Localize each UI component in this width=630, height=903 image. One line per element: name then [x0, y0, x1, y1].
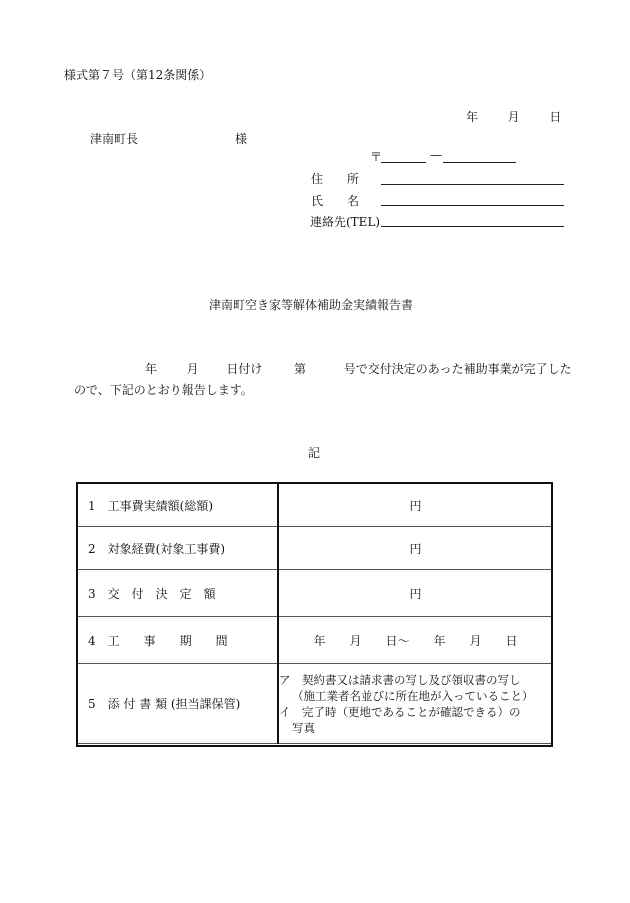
table-row: [78, 527, 553, 570]
body-line-1: [145, 360, 572, 377]
addressee-name: 津南町長: [90, 132, 139, 146]
date-line: [466, 108, 561, 125]
attachment-i-cont: 写真: [292, 720, 315, 735]
contact-field[interactable]: [381, 226, 564, 227]
contact-label: 連絡先(TEL): [310, 215, 381, 229]
table-row: [78, 664, 553, 744]
table-row: [78, 484, 553, 527]
date-year: 年: [466, 110, 479, 124]
body-month: 月: [186, 362, 199, 376]
attachment-a-note: （施工業者名並びに所在地が入っていること）: [292, 688, 534, 703]
body-line-2: ので、下記のとおり報告します。: [74, 383, 253, 397]
row-value-cost-total[interactable]: 円: [278, 484, 553, 527]
postal-code-field-1[interactable]: [381, 162, 426, 163]
row-label-cost-total: 1 工事費実績額(総額): [78, 484, 279, 527]
date-day: 日: [549, 110, 562, 124]
body-year: 年: [145, 362, 158, 376]
address-label: 住 所: [311, 172, 360, 186]
postal-mark: 〒: [370, 150, 383, 164]
row-value-grant-amount[interactable]: 円: [278, 570, 553, 617]
body-rest: 号で交付決定のあった補助事業が完了した: [343, 362, 572, 376]
row-value-eligible-cost[interactable]: 円: [278, 527, 553, 570]
addressee-honorific: 様: [235, 132, 248, 146]
table-row: [78, 617, 553, 664]
name-field[interactable]: [381, 205, 564, 206]
form-number: 様式第７号（第12条関係）: [64, 68, 212, 82]
row-label-grant-amount: 3 交 付 決 定 額: [78, 570, 279, 617]
ki-heading: 記: [308, 446, 321, 460]
row-value-attachments: [278, 664, 553, 744]
attachment-a: ア 契約書又は請求書の写し及び領収書の写し: [279, 672, 521, 687]
postal-dash: —: [430, 148, 442, 162]
attachment-i: イ 完了時（更地であることが確認できる）の: [279, 704, 521, 719]
date-month: 月: [507, 110, 520, 124]
name-label: 氏 名: [311, 194, 360, 208]
row-value-work-period[interactable]: 年 月 日～ 年 月 日: [278, 617, 553, 664]
table-row: [78, 570, 553, 617]
row-label-work-period: 4 工 事 期 間: [78, 617, 279, 664]
address-field[interactable]: [381, 184, 564, 185]
report-table: [77, 483, 553, 744]
row-label-attachments: 5 添 付 書 類 (担当課保管): [78, 664, 279, 744]
document-title: 津南町空き家等解体補助金実績報告書: [209, 298, 414, 312]
postal-code-field-2[interactable]: [443, 162, 516, 163]
row-label-eligible-cost: 2 対象経費(対象工事費): [78, 527, 279, 570]
body-dated: 日付け: [226, 362, 263, 376]
body-dai: 第: [294, 362, 307, 376]
